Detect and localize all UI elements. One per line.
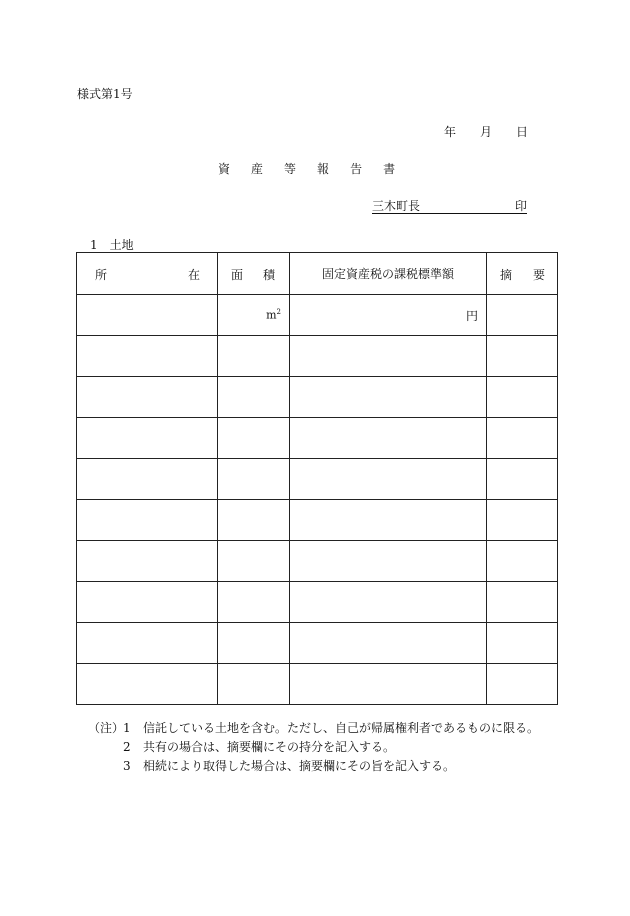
- cell-area[interactable]: [218, 418, 290, 459]
- header-location: 所 在: [77, 253, 218, 295]
- cell-area[interactable]: [218, 664, 290, 705]
- cell-remarks[interactable]: [487, 336, 558, 377]
- header-remarks: 摘 要: [487, 253, 558, 295]
- cell-location[interactable]: [77, 582, 218, 623]
- cell-tax-base-value[interactable]: [290, 541, 487, 582]
- table-header-row: [77, 253, 558, 295]
- section-heading: 1 土地: [90, 238, 134, 252]
- cell-area[interactable]: [218, 582, 290, 623]
- table-row: [77, 459, 558, 500]
- cell-tax-base-value[interactable]: [290, 418, 487, 459]
- area-unit: m: [266, 308, 277, 322]
- yen-unit: 円: [465, 308, 478, 323]
- cell-tax-base-value[interactable]: [290, 459, 487, 500]
- land-table: [76, 252, 558, 705]
- title-char: 告: [350, 162, 363, 176]
- cell-area[interactable]: [218, 541, 290, 582]
- recipient-line: [372, 197, 527, 214]
- table-row: [77, 336, 558, 377]
- cell-location[interactable]: [77, 336, 218, 377]
- cell-location[interactable]: [77, 459, 218, 500]
- cell-tax-base-value[interactable]: [290, 500, 487, 541]
- note-item: 2 共有の場合は、摘要欄にその持分を記入する。: [123, 740, 396, 754]
- cell-area[interactable]: [218, 377, 290, 418]
- cell-remarks[interactable]: [487, 295, 558, 336]
- cell-remarks[interactable]: [487, 582, 558, 623]
- cell-remarks[interactable]: [487, 664, 558, 705]
- document-title: [218, 160, 416, 177]
- cell-location[interactable]: [77, 541, 218, 582]
- note-item: 3 相続により取得した場合は、摘要欄にその旨を記入する。: [123, 759, 456, 773]
- cell-area[interactable]: [218, 459, 290, 500]
- cell-remarks[interactable]: [487, 459, 558, 500]
- cell-location[interactable]: [77, 295, 218, 336]
- table-row: [77, 377, 558, 418]
- date-line: [444, 123, 528, 140]
- cell-tax-base-value[interactable]: [290, 623, 487, 664]
- table-row: [77, 418, 558, 459]
- cell-location[interactable]: [77, 664, 218, 705]
- title-char: 書: [383, 162, 396, 176]
- cell-area[interactable]: [218, 336, 290, 377]
- cell-area[interactable]: [218, 623, 290, 664]
- cell-tax-base-value[interactable]: [290, 377, 487, 418]
- cell-remarks[interactable]: [487, 418, 558, 459]
- header-tax-base-value: 固定資産税の課税標準額: [290, 253, 487, 295]
- date-year: 年: [444, 125, 457, 139]
- title-char: 報: [317, 162, 330, 176]
- title-char: 等: [284, 162, 297, 176]
- form-number: 様式第1号: [77, 87, 133, 101]
- cell-remarks[interactable]: [487, 623, 558, 664]
- table-row: [77, 623, 558, 664]
- cell-tax-base-value[interactable]: [290, 582, 487, 623]
- table-row: [77, 295, 558, 336]
- cell-location[interactable]: [77, 500, 218, 541]
- cell-area[interactable]: [218, 500, 290, 541]
- cell-remarks[interactable]: [487, 541, 558, 582]
- cell-remarks[interactable]: [487, 500, 558, 541]
- cell-location[interactable]: [77, 418, 218, 459]
- table-row: [77, 500, 558, 541]
- note-item: （注）1 信託している土地を含む。ただし、自己が帰属権利者であるものに限る。: [88, 719, 539, 738]
- cell-tax-base-value[interactable]: [290, 295, 487, 336]
- cell-remarks[interactable]: [487, 377, 558, 418]
- cell-tax-base-value[interactable]: [290, 336, 487, 377]
- table-row: [77, 664, 558, 705]
- table-row: [77, 541, 558, 582]
- header-area: 面 積: [218, 253, 290, 295]
- recipient-name: 三木町長: [372, 199, 421, 213]
- cell-tax-base-value[interactable]: [290, 664, 487, 705]
- seal-mark: 印: [514, 199, 527, 213]
- title-char: 産: [251, 162, 264, 176]
- date-day: 日: [516, 125, 529, 139]
- cell-location[interactable]: [77, 377, 218, 418]
- cell-area[interactable]: [218, 295, 290, 336]
- table-row: [77, 582, 558, 623]
- notes-label: （注）: [88, 721, 125, 735]
- notes: [88, 719, 539, 776]
- date-month: 月: [480, 125, 493, 139]
- title-char: 資: [218, 162, 231, 176]
- cell-location[interactable]: [77, 623, 218, 664]
- area-unit-exponent: 2: [276, 308, 281, 317]
